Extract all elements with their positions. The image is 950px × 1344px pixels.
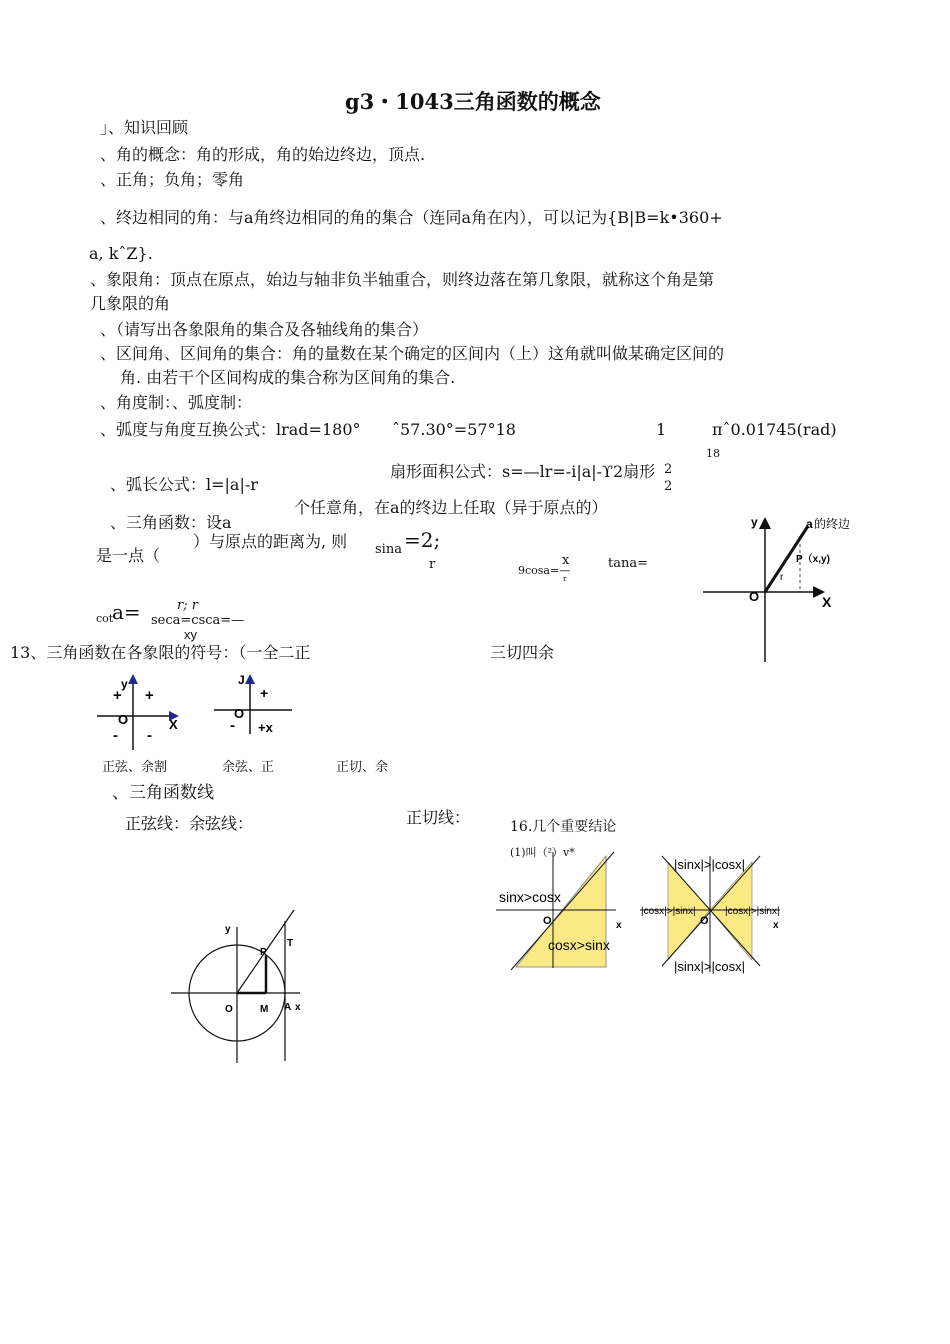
trig-def-4: ）与原点的距离为, 则 xyxy=(193,532,348,551)
svg-text:+: + xyxy=(260,685,269,701)
svg-text:sinx>cosx: sinx>cosx xyxy=(499,889,561,905)
tan-formula: tana= xyxy=(608,556,648,571)
sec-csc-den: xy xyxy=(184,627,197,642)
svg-text:J: J xyxy=(238,673,245,687)
svg-text:y: y xyxy=(225,924,231,935)
trig-def-2: 、三角函数：设a xyxy=(110,513,232,532)
svg-text:x: x xyxy=(295,1002,301,1013)
sign-label-tangent: 正切、余 xyxy=(336,760,389,775)
y-label: y xyxy=(751,515,758,529)
page-title: g3・1043三角函数的概念 xyxy=(345,89,601,114)
svg-text:O: O xyxy=(543,915,552,927)
item-angle-systems: 、角度制：、弧度制： xyxy=(100,393,253,412)
svg-text:x: x xyxy=(616,920,622,931)
svg-text:A: A xyxy=(284,1002,292,1013)
svg-text:O: O xyxy=(118,712,129,727)
arc-length-formula: 、弧长公式：l=|a|-r xyxy=(110,475,258,494)
conclusions-sub: (1)叫（²）v* xyxy=(510,846,575,859)
point-label: P（x,y) xyxy=(796,554,830,565)
cos-formula: 9cosa=— xyxy=(518,564,571,577)
sector-num: 2 xyxy=(664,462,673,477)
sec-nums: r; r xyxy=(177,598,198,613)
sector-area-formula: 扇形面积公式：s=—lr=-i|a|-ϒ2扇形 xyxy=(390,462,656,481)
x-label: X xyxy=(822,594,832,610)
svg-text:+: + xyxy=(113,687,122,704)
sector-den: 2 xyxy=(664,479,673,494)
cos-num: x xyxy=(562,553,570,568)
svg-text:O: O xyxy=(700,915,709,927)
item-quadrant-angle-cont: 几象限的角 xyxy=(90,294,171,313)
item-angle-signs: 、正角；负角；零角 xyxy=(100,170,245,189)
sine-cosine-lines: 正弦线：余弦线： xyxy=(125,814,254,833)
section-heading: 」、知识回顾 xyxy=(100,118,189,137)
sec-csc-formula: seca=csca=— xyxy=(151,613,245,628)
conclusion-figure-1 xyxy=(496,852,636,972)
sign-figure-cosine xyxy=(212,672,302,734)
conversion-formula: 、弧度与角度互换公式：lrad=180° ˆ57.30°=57°18 1 πˆ0.01745(rad) xyxy=(100,420,837,439)
svg-text:-: - xyxy=(147,727,152,744)
origin-label: O xyxy=(749,589,760,604)
svg-text:cosx>sinx: cosx>sinx xyxy=(548,937,610,953)
svg-text:+: + xyxy=(145,687,154,704)
trig-def-3: 是一点（ xyxy=(96,546,161,565)
sin-value: =2; xyxy=(404,528,441,552)
sin-label: sina xyxy=(375,542,402,557)
conversion-denominator: 18 xyxy=(706,447,720,460)
tangent-line: 正切线： xyxy=(406,808,471,827)
sign-figure-sine xyxy=(95,672,185,752)
svg-text:M: M xyxy=(260,1004,269,1015)
sign-rule: 13、三角函数在各象限的符号：（一全二正 三切四余 xyxy=(10,643,555,662)
trig-def-1: 个任意角，在a的终边上任取（异于原点的） xyxy=(294,498,608,517)
terminal-side-figure xyxy=(700,512,870,664)
sign-label-sine: 正弦、余割 xyxy=(102,760,168,775)
conclusions-heading: 16.几个重要结论 xyxy=(510,819,617,835)
svg-text:-: - xyxy=(230,717,235,734)
svg-text:+x: +x xyxy=(258,720,273,735)
trig-lines-heading: 、三角函数线 xyxy=(112,783,214,803)
conclusion-figure-2 xyxy=(640,852,790,974)
svg-text:|sinx|>|cosx|: |sinx|>|cosx| xyxy=(674,959,745,974)
svg-text:x: x xyxy=(773,920,779,931)
svg-text:P: P xyxy=(260,947,267,958)
cos-den: r xyxy=(563,575,567,583)
item-interval-angle-cont: 角. 由若干个区间构成的集合称为区间角的集合. xyxy=(120,368,456,387)
terminal-label: 的终边 xyxy=(814,517,851,531)
item-coterminal-cont: a, kˆZ}. xyxy=(89,244,153,263)
unit-circle-figure xyxy=(168,915,308,1065)
item-interval-angle: 、区间角、区间角的集合：角的量数在某个确定的区间内（上）这角就叫做某确定区间的 xyxy=(100,344,725,363)
svg-text:O: O xyxy=(225,1004,233,1015)
svg-text:T: T xyxy=(287,938,294,949)
svg-text:|cosx|>|sinx|: |cosx|>|sinx| xyxy=(641,906,696,917)
item-coterminal: 、终边相同的角：与a角终边相同的角的集合（连同a角在内），可以记为{B|B=k•360+ xyxy=(100,208,723,227)
item-quadrant-sets: 、（请写出各象限角的集合及各轴线角的集合） xyxy=(100,320,429,339)
radius-label: r xyxy=(780,572,784,583)
svg-text:O: O xyxy=(234,706,245,721)
item-quadrant-angle: 、象限角：顶点在原点，始边与轴非负半轴重合，则终边落在第几象限，就称这个角是第 xyxy=(90,270,715,289)
svg-text:X: X xyxy=(169,717,178,732)
svg-text:|cosx|>|sinx|: |cosx|>|sinx| xyxy=(725,906,780,917)
item-angle-concept: 、角的概念：角的形成，角的始边终边，顶点. xyxy=(100,145,426,164)
cot-value: a= xyxy=(112,600,141,624)
svg-text:|sinx|>|cosx|: |sinx|>|cosx| xyxy=(674,857,745,872)
y-arrow xyxy=(128,674,138,684)
cot-label: cot xyxy=(96,612,114,625)
svg-text:-: - xyxy=(113,727,118,744)
svg-text:y: y xyxy=(121,677,128,691)
sign-label-cosine: 余弦、正 xyxy=(222,760,275,775)
sin-den: r xyxy=(429,557,436,572)
alpha-label: a xyxy=(806,517,813,531)
